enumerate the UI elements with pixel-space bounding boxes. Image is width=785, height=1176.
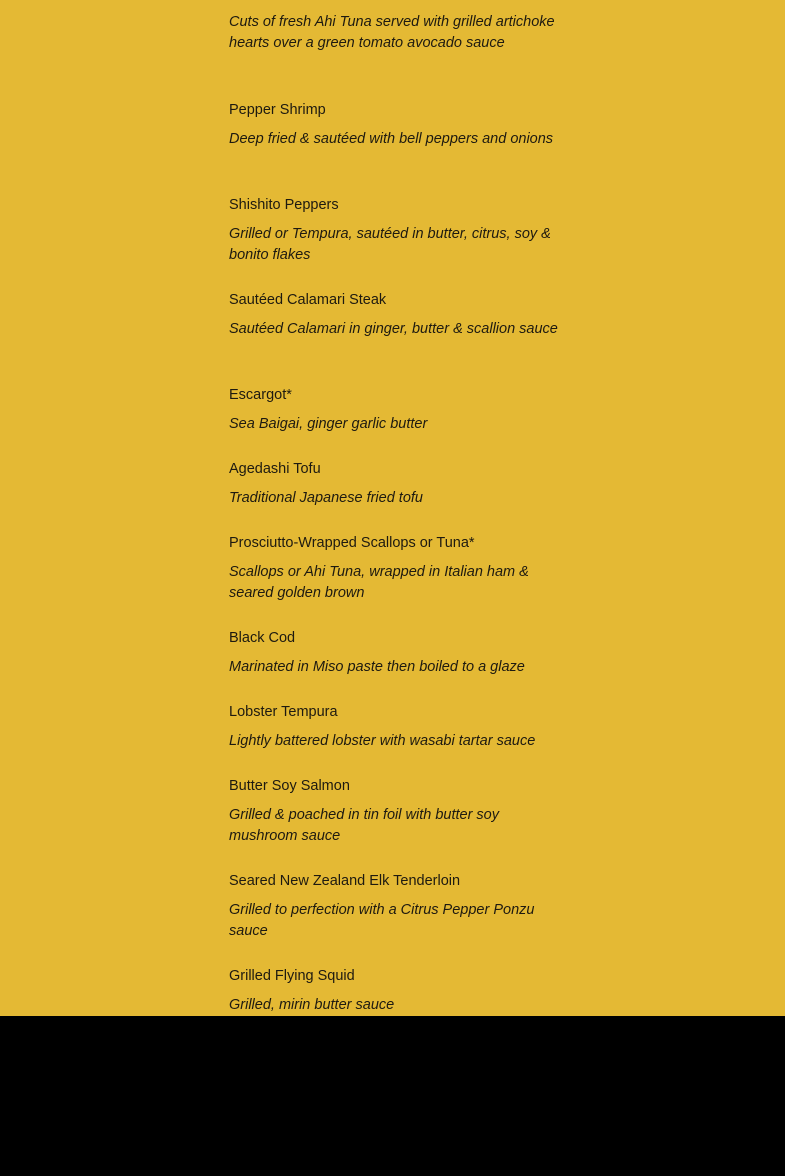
item-description: Lightly battered lobster with wasabi tartar sauce — [229, 733, 536, 749]
item-name: Shishito Peppers — [229, 197, 339, 213]
item-description: Cuts of fresh Ahi Tuna served with grilled artichoke hearts over a green tomato avocado sauce — [229, 14, 555, 51]
item-description: Scallops or Ahi Tuna, wrapped in Italian ham & seared golden brown — [229, 564, 529, 601]
menu-item-lobster-tempura — [229, 702, 559, 752]
item-description: Grilled to perfection with a Citrus Pepper Ponzu sauce — [229, 902, 535, 939]
item-name: Lobster Tempura — [229, 704, 338, 720]
item-description: Grilled or Tempura, sautéed in butter, citrus, soy & bonito flakes — [229, 226, 551, 263]
menu-item-elk-tenderloin — [229, 871, 559, 942]
item-description: Marinated in Miso paste then boiled to a glaze — [229, 659, 525, 675]
item-name: Escargot* — [229, 387, 292, 403]
menu-item-pepper-shrimp — [229, 100, 559, 150]
menu-item-black-cod — [229, 628, 559, 678]
item-name: Butter Soy Salmon — [229, 778, 350, 794]
item-description: Deep fried & sautéed with bell peppers and onions — [229, 131, 554, 147]
item-name: Prosciutto-Wrapped Scallops or Tuna* — [229, 535, 475, 551]
item-description: Traditional Japanese fried tofu — [229, 490, 423, 506]
item-description: Sautéed Calamari in ginger, butter & scallion sauce — [229, 321, 558, 337]
item-name: Black Cod — [229, 630, 296, 646]
menu-item-shishito-peppers — [229, 195, 559, 266]
item-name: Sautéed Calamari Steak — [229, 292, 387, 308]
menu-item-butter-soy-salmon — [229, 776, 559, 847]
item-name: Pepper Shrimp — [229, 102, 326, 118]
menu-item-agedashi-tofu — [229, 459, 559, 509]
item-description: Grilled, mirin butter sauce — [229, 997, 395, 1013]
item-name: Grilled Flying Squid — [229, 968, 355, 984]
item-description: Grilled & poached in tin foil with butter soy mushroom sauce — [229, 807, 499, 844]
item-name: Seared New Zealand Elk Tenderloin — [229, 873, 461, 889]
menu-item-ahi-tuna-partial — [229, 12, 559, 54]
item-description: Sea Baigai, ginger garlic butter — [229, 416, 428, 432]
menu-item-grilled-flying-squid — [229, 966, 559, 1016]
blank-footer-area — [0, 1016, 785, 1176]
menu-item-escargot — [229, 385, 559, 435]
item-name: Agedashi Tofu — [229, 461, 321, 477]
menu-item-prosciutto-wrapped-scallops — [229, 533, 559, 604]
menu-item-sauteed-calamari-steak — [229, 290, 559, 340]
